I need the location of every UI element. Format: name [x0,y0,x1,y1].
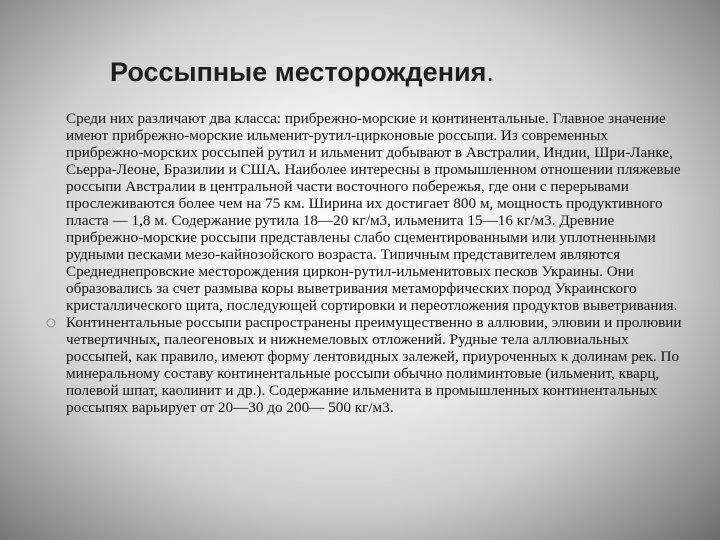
paragraph-coastal-placers [66,110,684,314]
paragraph-text: Континентальные россыпи распространены преимущественно в аллювии, элювии и пролювии четвертичных, палеогеновых и нижнемеловых отложений. Рудные тела аллювиальных россыпей, как правило, имеют форму лентовидных залежей, приуроченных к долинам рек. По минеральному составу континентальные россыпи обычно полиминтовые (ильменит, кварц, полевой шпат, каолинит и др.). Содержание ильменита в промышленных континентальных россыпях варьирует от 20—30 до 200— 500 кг/м3. [66,314,682,416]
circle-bullet-icon [46,318,56,328]
slide-title-text: Россыпные месторождения [110,57,487,87]
paragraph-continental-placers [66,314,684,416]
paragraph-text: Среди них различают два класса: прибрежно-морские и континентальные. Главное значение имеют прибрежно-морские ильменит-рутил-цирконовые россыпи. Из современных прибрежно-морских россыпей рутил и ильменит добывают в Австралии, Индии, Шри-Ланке, Сьерра-Леоне, Бразилии и США. Наиболее интересны в промышленном отношении пляжевые россыпи Австралии в центральной части восточного побережья, где они с перерывами прослеживаются более чем на 75 км. Ширина их достигает 800 м, мощность продуктивного пласта — 1,8 м. Содержание рутила 18—20 кг/м3, ильменита 15—16 кг/м3. Древние прибрежно-морские россыпи представлены слабо сцементированными или уплотненными рудными песками мезо-кайнозойского возраста. Типичным представителем являются Среднеднепровские месторождения циркон-рутил-ильменитовых песков Украины. Они образовались за счет размыва коры выветривания метаморфических пород Украинского кристаллического щита, последующей сортировки и переотложения продуктов выветривания. [66,110,681,314]
slide-title [110,52,670,92]
slide-body [66,110,684,416]
slide-title-period: . [486,57,494,87]
